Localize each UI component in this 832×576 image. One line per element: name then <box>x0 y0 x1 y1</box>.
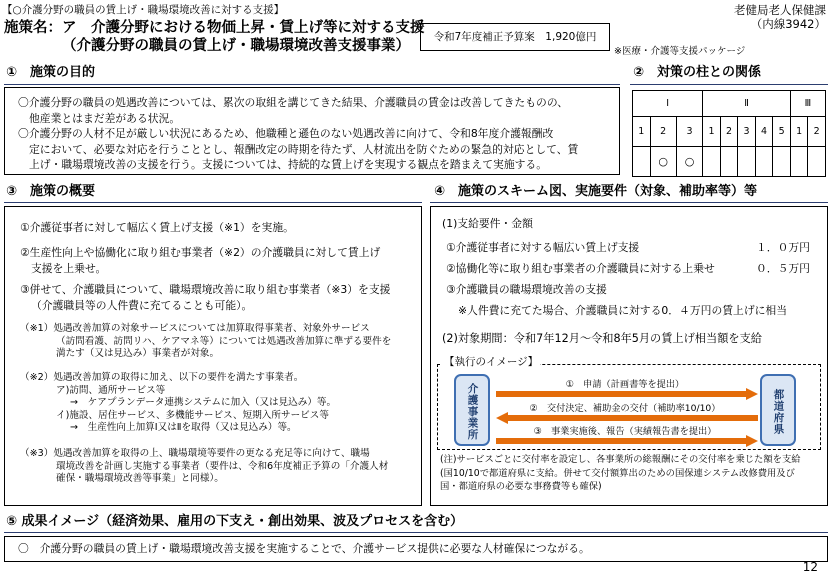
note-line: ア)訪問、通所サービス等 <box>56 384 166 396</box>
overview-line: （介護職員等の人件費に充てることも可能）。 <box>31 298 253 312</box>
purpose-line: 〇介護分野の人材不足が厳しい状況にあるため、他職種と遜色のない処遇改善に向けて、令和8年度介護報酬改 <box>18 127 554 140</box>
note-line: （訪問看護、訪問リハ、ケアマネ等）については処遇改善加算に準ずる要件を <box>56 335 392 347</box>
requirement-value: ０．５万円 <box>756 262 810 275</box>
purpose-line: 〇介護分野の職員の処遇改善については、累次の取組を講じてきた結果、介護職員の賃金は改善してきたものの、 <box>18 96 568 109</box>
scheme-note-line: (注)サービスごとに交付率を設定し、各事業所の総報酬にその交付率を乗じた額を支給 <box>440 454 801 465</box>
pillar-mark <box>755 147 773 177</box>
pillar-mark: ○ <box>676 147 702 177</box>
section-4-heading: ④ 施策のスキーム図、実施要件（対象、補助率等）等 <box>434 184 758 199</box>
overview-line: 支援を上乗せ。 <box>31 261 107 275</box>
note-line: （※2）処遇改善加算の取得に加え、以下の要件を満たす事業者。 <box>20 372 304 383</box>
overview-note-3 <box>20 448 388 486</box>
pillar-mark <box>808 147 826 177</box>
section-2-heading: ② 対策の柱との関係 <box>633 65 762 80</box>
pillar-mark <box>738 147 756 177</box>
pillar-number: 5 <box>773 117 791 147</box>
prefecture-label: 都道府県 <box>772 389 785 435</box>
section-5-heading: ⑤ 成果イメージ（経済効果、雇用の下支え・創出効果、波及プロセスを含む） <box>6 514 464 529</box>
pillar-mark <box>790 147 808 177</box>
purpose-line: 他産業とはまだ差がある状況。 <box>29 111 181 125</box>
arrow-label-apply: ① 申請（計画書等を提出） <box>565 379 685 390</box>
pillar-number: 1 <box>790 117 808 147</box>
budget-box: 令和7年度補正予算案 1,920億円 <box>420 23 610 51</box>
section-1-rule <box>4 84 620 85</box>
document-tag: 【○介護分野の職員の賃上げ・職場環境改善に対する支援】 <box>2 4 285 16</box>
section-1-heading: ① 施策の目的 <box>6 65 96 80</box>
requirement-note: ※人件費に充てた場合、介護職員に対する0．４万円の賃上げに相当 <box>458 304 788 317</box>
pillar-group: Ⅱ <box>703 91 791 117</box>
policy-title: 施策名：ア 介護分野における物価上昇・賃上げ等に対する支援 <box>4 20 425 36</box>
overview-note-2 <box>20 372 336 435</box>
note-line: 環境改善を計画し実施する事業者（要件は、令和6年度補正予算の「介護人材 <box>56 460 389 472</box>
execution-label: 【執行のイメージ】 <box>444 356 539 368</box>
overview-line: ③併せて、介護職員について、職場環境改善に取り組む事業者（※3）を支援 <box>20 283 391 296</box>
section-5-rule <box>4 532 828 533</box>
pillar-number: 1 <box>703 117 721 147</box>
department-name: 老健局老人保健課 <box>734 3 826 17</box>
purpose-line: 定において、必要な対応を行うこととし、報酬改定の時期を待たず、人材流出を防ぐための緊急的対応として、賃 <box>29 142 579 156</box>
requirement-label: ③介護職員の職場環境改善の支援 <box>446 283 607 296</box>
requirement-value: １．０万円 <box>756 241 810 254</box>
requirement-label: ②協働化等に取り組む事業者の介護職員に対する上乗せ <box>446 262 715 275</box>
overview-note-1 <box>20 323 391 361</box>
purpose-text <box>18 95 578 173</box>
page-number: 12 <box>802 560 818 574</box>
pillar-number: 3 <box>676 117 702 147</box>
pillar-number: 3 <box>738 117 756 147</box>
pillar-mark <box>720 147 738 177</box>
pillar-mark <box>773 147 791 177</box>
pillar-number: 2 <box>720 117 738 147</box>
department-info <box>734 3 826 31</box>
care-facility-label: 介護事業所 <box>466 383 479 441</box>
note-line: イ)施設、居住サービス、多機能サービス、短期入所サービス等 <box>56 409 329 421</box>
pillar-mark: ○ <box>650 147 676 177</box>
section-4-rule <box>430 202 828 203</box>
pillar-number: 1 <box>633 117 651 147</box>
pillar-table <box>632 90 826 177</box>
requirement-label: ①介護従事者に対する幅広い賃上げ支援 <box>446 241 640 254</box>
overview-item <box>20 245 380 276</box>
pillar-mark <box>703 147 721 177</box>
purpose-line: 上げ・職場環境改善の支援を行う。支援については、持続的な賃上げを実現する観点を踏まえて実施する。 <box>29 158 548 171</box>
arrow-report <box>496 435 758 447</box>
target-period: (2)対象期間：令和7年12月～令和8年5月の賃上げ相当額を支給 <box>442 332 762 345</box>
pillar-number: 4 <box>755 117 773 147</box>
pillar-group: Ⅰ <box>633 91 703 117</box>
section-3-rule <box>4 202 422 203</box>
package-note: ※医療・介護等支援パッケージ <box>614 46 746 57</box>
outcome-text: 〇 介護分野の職員の賃上げ・職場環境改善支援を実施することで、介護サービス提供に必要な人材確保につながる。 <box>18 542 590 555</box>
scheme-note-line: 国・都道府県の必要な事務費等も確保) <box>440 481 602 492</box>
pillar-group: Ⅲ <box>790 91 825 117</box>
section-3-heading: ③ 施策の概要 <box>6 184 96 199</box>
policy-subtitle: （介護分野の職員の賃上げ・職場環境改善支援事業） <box>62 38 410 54</box>
requirements-heading: (1)支給要件・金額 <box>442 217 533 230</box>
arrow-apply <box>496 388 758 400</box>
overview-item <box>20 282 390 313</box>
overview-line: ②生産性向上や協働化に取り組む事業者（※2）の介護職員に対して賃上げ <box>20 246 381 259</box>
note-line: 確保・職場環境改善等事業」と同様）。 <box>56 473 224 485</box>
section-2-rule <box>630 84 828 85</box>
note-line: → ケアプランデータ連携システムに加入（又は見込み）等。 <box>70 397 337 409</box>
scheme-note <box>440 453 801 494</box>
pillar-number: 2 <box>650 117 676 147</box>
note-line: （※1）処遇改善加算の対象サービスについては加算取得事業者、対象外サービス <box>20 323 370 334</box>
note-line: → 生産性向上加算Ⅰ又はⅡを取得（又は見込み）等。 <box>70 422 297 434</box>
extension-number: （内線3942） <box>750 17 826 31</box>
arrow-label-grant: ② 交付決定、補助金の交付（補助率10/10） <box>529 403 721 414</box>
overview-item: ①介護従事者に対して幅広く賃上げ支援（※1）を実施。 <box>20 221 294 234</box>
arrow-label-report: ③ 事業実施後、報告（実績報告書を提出） <box>533 426 717 437</box>
note-line: 満たす（又は見込み）事業者が対象。 <box>56 348 220 360</box>
note-line: （※3）処遇改善加算を取得の上、職場環境等要件の更なる充足等に向けて、職場 <box>20 448 370 459</box>
scheme-note-line: (国10/10で都道府県に支給。併せて交付額算出のための国保連システム改修費用及び <box>440 467 795 479</box>
pillar-mark <box>633 147 651 177</box>
care-facility-box <box>454 374 490 446</box>
pillar-number: 2 <box>808 117 826 147</box>
prefecture-box <box>760 374 796 446</box>
